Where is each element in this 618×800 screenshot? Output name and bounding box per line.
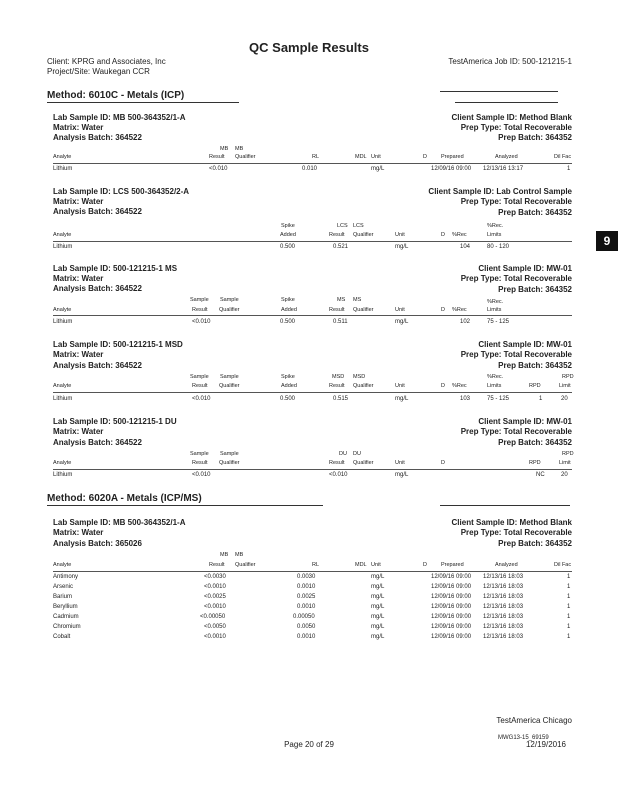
lcs-result: 0.521 xyxy=(333,244,349,250)
spike-added: 0.500 xyxy=(280,396,296,402)
footer-lab-name: TestAmerica Chicago xyxy=(496,716,572,725)
table-rule xyxy=(53,392,572,393)
result: <0.0030 xyxy=(204,574,226,580)
method-title-6010c: Method: 6010C - Metals (ICP) xyxy=(47,90,185,101)
result: <0.0050 xyxy=(204,624,226,630)
job-id: TestAmerica Job ID: 500-121215-1 xyxy=(448,57,572,66)
matrix: Matrix: Water xyxy=(53,123,104,132)
col-header: Qualifier xyxy=(219,383,240,389)
col-header: D xyxy=(441,232,445,238)
result: <0.0010 xyxy=(204,634,226,640)
lab-sample-id: Lab Sample ID: MB 500-364352/1-A xyxy=(53,113,186,122)
analyte: Lithium xyxy=(53,319,73,325)
col-header: RPD xyxy=(562,374,574,380)
col-header: Unit xyxy=(395,232,405,238)
col-header: Sample xyxy=(190,297,209,303)
col-header: Sample xyxy=(220,451,239,457)
col-header: Limits xyxy=(487,383,502,389)
col-header: MB xyxy=(220,552,229,558)
col-header: RPD xyxy=(529,460,541,466)
matrix: Matrix: Water xyxy=(53,274,104,283)
analyte: Beryllium xyxy=(53,604,78,610)
rl: 0.0025 xyxy=(297,594,316,600)
analyte: Arsenic xyxy=(53,584,74,590)
table-rule xyxy=(53,241,572,242)
prep-batch: Prep Batch: 364352 xyxy=(498,285,572,294)
col-header: Result xyxy=(329,232,345,238)
col-header: %Rec xyxy=(452,307,467,313)
col-header: Unit xyxy=(395,383,405,389)
method-underline-right xyxy=(455,102,558,103)
rpd-limit: 20 xyxy=(561,472,568,478)
rl: 0.00050 xyxy=(293,614,315,620)
method-underline xyxy=(47,505,323,506)
col-header: Result xyxy=(329,460,345,466)
analyte: Chromium xyxy=(53,624,81,630)
rpd-limit: 20 xyxy=(561,396,568,402)
col-header: Spike xyxy=(281,223,295,229)
col-header: Qualifier xyxy=(219,307,240,313)
unit: mg/L xyxy=(371,634,385,640)
ms-result: 0.511 xyxy=(333,319,348,325)
col-header: MB xyxy=(220,146,229,152)
prepared: 12/09/16 09:00 xyxy=(431,614,472,620)
rpd: NC xyxy=(536,472,545,478)
col-header: Analyte xyxy=(53,460,72,466)
col-header: Qualifier xyxy=(219,460,240,466)
prep-batch: Prep Batch: 364352 xyxy=(498,208,572,217)
prep-type: Prep Type: Total Recoverable xyxy=(460,350,572,359)
client-sample-id: Client Sample ID: MW-01 xyxy=(478,417,572,426)
analyzed: 12/13/16 18:03 xyxy=(483,624,524,630)
analysis-batch: Analysis Batch: 364522 xyxy=(53,438,142,447)
method-underline-right xyxy=(440,505,570,506)
result: <0.0010 xyxy=(204,604,226,610)
col-header: Analyte xyxy=(53,232,72,238)
table-rule xyxy=(53,571,572,572)
table-rule xyxy=(53,163,572,164)
col-header: Spike xyxy=(281,297,295,303)
sample-block-msd xyxy=(47,340,572,410)
section-tab-marker: 9 xyxy=(596,231,618,251)
unit: mg/L xyxy=(371,574,385,580)
col-header: Limits xyxy=(487,232,502,238)
dil-fac: 1 xyxy=(567,624,571,630)
col-header: Limits xyxy=(487,307,502,313)
analyte: Barium xyxy=(53,594,73,600)
limits: 75 - 125 xyxy=(487,396,510,402)
col-header: Dil Fac xyxy=(554,154,572,160)
unit: mg/L xyxy=(371,594,385,600)
col-header: RL xyxy=(312,562,320,568)
col-header: Unit xyxy=(371,562,381,568)
col-header: Result xyxy=(192,383,208,389)
prep-type: Prep Type: Total Recoverable xyxy=(460,427,572,436)
analyzed: 12/13/16 18:03 xyxy=(483,584,524,590)
analyte: Antimony xyxy=(53,574,79,580)
dil-fac: 1 xyxy=(567,594,571,600)
col-header: Result xyxy=(192,460,208,466)
prepared: 12/09/16 09:00 xyxy=(431,574,472,580)
unit: mg/L xyxy=(395,244,409,250)
col-header: RPD xyxy=(529,383,541,389)
page-title: QC Sample Results xyxy=(249,40,369,55)
unit: mg/L xyxy=(395,472,409,478)
col-header: RL xyxy=(312,154,320,160)
result: <0.010 xyxy=(209,166,228,172)
lab-sample-id: Lab Sample ID: MB 500-364352/1-A xyxy=(53,518,186,527)
col-header: Unit xyxy=(395,460,405,466)
lab-sample-id: Lab Sample ID: 500-121215-1 MSD xyxy=(53,340,183,349)
col-header: Unit xyxy=(371,154,381,160)
limits: 75 - 125 xyxy=(487,319,510,325)
col-header: %Rec. xyxy=(487,374,504,380)
rl: 0.0010 xyxy=(297,634,316,640)
lab-sample-id: Lab Sample ID: 500-121215-1 DU xyxy=(53,417,177,426)
spike-added: 0.500 xyxy=(280,319,296,325)
unit: mg/L xyxy=(371,614,385,620)
col-header: Qualifier xyxy=(353,232,374,238)
analyzed: 12/13/16 18:03 xyxy=(483,594,524,600)
col-header: Result xyxy=(329,307,345,313)
project-site: Project/Site: Waukegan CCR xyxy=(47,67,150,76)
prep-type: Prep Type: Total Recoverable xyxy=(460,528,572,537)
col-header: MB xyxy=(235,552,244,558)
unit: mg/L xyxy=(371,604,385,610)
prep-type: Prep Type: Total Recoverable xyxy=(460,274,572,283)
prepared: 12/09/16 09:00 xyxy=(431,624,472,630)
footer-date: 12/19/2016 xyxy=(525,740,566,749)
col-header: Result xyxy=(209,562,225,568)
analysis-batch: Analysis Batch: 364522 xyxy=(53,284,142,293)
method-underline xyxy=(47,102,239,103)
col-header: Analyte xyxy=(53,154,72,160)
analysis-batch: Analysis Batch: 364522 xyxy=(53,361,142,370)
pct-rec: 102 xyxy=(460,319,471,325)
prepared: 12/09/16 09:00 xyxy=(431,166,472,172)
prep-batch: Prep Batch: 364352 xyxy=(498,361,572,370)
col-header: Qualifier xyxy=(353,307,374,313)
col-header: %Rec xyxy=(452,232,467,238)
unit: mg/L xyxy=(395,396,409,402)
du-result: <0.010 xyxy=(329,472,348,478)
rl: 0.0030 xyxy=(297,574,316,580)
table-rule xyxy=(53,469,572,470)
col-header: Analyzed xyxy=(495,154,518,160)
unit: mg/L xyxy=(371,166,385,172)
col-header: Analyte xyxy=(53,383,72,389)
col-header: Qualifier xyxy=(235,562,256,568)
analysis-batch: Analysis Batch: 364522 xyxy=(53,133,142,142)
sample-block-mb-6020a xyxy=(47,518,572,653)
prep-type: Prep Type: Total Recoverable xyxy=(460,123,572,132)
analyzed: 12/13/16 18:03 xyxy=(483,614,524,620)
col-header: D xyxy=(441,307,445,313)
sample-block-ms xyxy=(47,264,572,334)
analyzed: 12/13/16 18:03 xyxy=(483,634,524,640)
dil-fac: 1 xyxy=(567,584,571,590)
matrix: Matrix: Water xyxy=(53,197,104,206)
col-header: %Rec. xyxy=(487,299,504,305)
col-header: MB xyxy=(235,146,244,152)
dil-fac: 1 xyxy=(567,634,571,640)
client-sample-id: Client Sample ID: MW-01 xyxy=(478,340,572,349)
prepared: 12/09/16 09:00 xyxy=(431,604,472,610)
col-header: D xyxy=(441,383,445,389)
header-rule xyxy=(440,91,558,92)
pct-rec: 104 xyxy=(460,244,471,250)
col-header: Analyzed xyxy=(495,562,518,568)
prepared: 12/09/16 09:00 xyxy=(431,584,472,590)
analyzed: 12/13/16 13:17 xyxy=(483,166,524,172)
col-header: Analyte xyxy=(53,307,72,313)
sample-result: <0.010 xyxy=(192,396,211,402)
prepared: 12/09/16 09:00 xyxy=(431,634,472,640)
rl: 0.0010 xyxy=(297,604,316,610)
rl: 0.010 xyxy=(302,166,318,172)
col-header: MSD xyxy=(353,374,366,380)
col-header: Result xyxy=(192,307,208,313)
col-header: Sample xyxy=(190,451,209,457)
unit: mg/L xyxy=(371,584,385,590)
col-header: LCS xyxy=(353,223,364,229)
matrix: Matrix: Water xyxy=(53,528,104,537)
analyte: Cadmium xyxy=(53,614,79,620)
table-rule xyxy=(53,315,572,316)
prep-batch: Prep Batch: 364352 xyxy=(498,133,572,142)
col-header: Sample xyxy=(220,374,239,380)
unit: mg/L xyxy=(371,624,385,630)
prep-type: Prep Type: Total Recoverable xyxy=(460,197,572,206)
rl: 0.0010 xyxy=(297,584,316,590)
client-info xyxy=(47,57,166,77)
analyte: Lithium xyxy=(53,396,73,402)
spike-added: 0.500 xyxy=(280,244,296,250)
lab-sample-id: Lab Sample ID: LCS 500-364352/2-A xyxy=(53,187,190,196)
col-header: %Rec xyxy=(452,383,467,389)
col-header: Prepared xyxy=(441,562,464,568)
limits: 80 - 120 xyxy=(487,244,510,250)
col-header: LCS xyxy=(337,223,348,229)
client-sample-id: Client Sample ID: Method Blank xyxy=(451,518,572,527)
client-sample-id: Client Sample ID: MW-01 xyxy=(478,264,572,273)
col-header: Result xyxy=(209,154,225,160)
page-number: Page 20 of 29 xyxy=(284,740,334,749)
col-header: Added xyxy=(280,232,296,238)
analyte: Cobalt xyxy=(53,634,71,640)
matrix: Matrix: Water xyxy=(53,427,104,436)
col-header: Result xyxy=(329,383,345,389)
col-header: Added xyxy=(281,383,297,389)
col-header: Unit xyxy=(395,307,405,313)
pct-rec: 103 xyxy=(460,396,471,402)
col-header: Dil Fac xyxy=(554,562,572,568)
col-header: Sample xyxy=(220,297,239,303)
client-name: Client: KPRG and Associates, Inc xyxy=(47,57,166,66)
col-header: Qualifier xyxy=(353,460,374,466)
analyte: Lithium xyxy=(53,472,73,478)
lab-sample-id: Lab Sample ID: 500-121215-1 MS xyxy=(53,264,178,273)
col-header: DU xyxy=(339,451,347,457)
msd-result: 0.515 xyxy=(333,396,349,402)
col-header: DU xyxy=(353,451,361,457)
rpd: 1 xyxy=(539,396,543,402)
col-header: Added xyxy=(281,307,297,313)
col-header: MSD xyxy=(332,374,345,380)
analysis-batch: Analysis Batch: 364522 xyxy=(53,207,142,216)
analyte: Lithium xyxy=(53,244,73,250)
col-header: D xyxy=(423,154,427,160)
col-header: %Rec. xyxy=(487,223,504,229)
col-header: D xyxy=(441,460,445,466)
result: <0.0010 xyxy=(204,584,226,590)
col-header: Limit xyxy=(559,383,571,389)
client-sample-id: Client Sample ID: Method Blank xyxy=(451,113,572,122)
col-header: Limit xyxy=(559,460,571,466)
col-header: Qualifier xyxy=(235,154,256,160)
dil-fac: 1 xyxy=(567,604,571,610)
analyzed: 12/13/16 18:03 xyxy=(483,604,524,610)
col-header: MS xyxy=(353,297,362,303)
col-header: Spike xyxy=(281,374,295,380)
col-header: Analyte xyxy=(53,562,72,568)
col-header: MS xyxy=(337,297,346,303)
col-header: Sample xyxy=(190,374,209,380)
result: <0.00050 xyxy=(200,614,226,620)
prep-batch: Prep Batch: 364352 xyxy=(498,539,572,548)
col-header: MDL xyxy=(355,562,367,568)
col-header: Prepared xyxy=(441,154,464,160)
sample-block-lcs xyxy=(47,187,572,257)
col-header: MDL xyxy=(355,154,367,160)
dil-fac: 1 xyxy=(567,614,571,620)
analyte: Lithium xyxy=(53,166,73,172)
sample-result: <0.010 xyxy=(192,319,211,325)
sample-block-du xyxy=(47,417,572,487)
sample-block-mb-6010c xyxy=(47,113,572,183)
col-header: RPD xyxy=(562,451,574,457)
result: <0.0025 xyxy=(204,594,226,600)
analysis-batch: Analysis Batch: 365026 xyxy=(53,539,142,548)
prepared: 12/09/16 09:00 xyxy=(431,594,472,600)
dil-fac: 1 xyxy=(567,166,571,172)
unit: mg/L xyxy=(395,319,409,325)
method-title-6020a: Method: 6020A - Metals (ICP/MS) xyxy=(47,493,202,504)
analyzed: 12/13/16 18:03 xyxy=(483,574,524,580)
prep-batch: Prep Batch: 364352 xyxy=(498,438,572,447)
client-sample-id: Client Sample ID: Lab Control Sample xyxy=(428,187,572,196)
footer-doc-id: MWG13-15_69159 xyxy=(498,735,549,741)
sample-result: <0.010 xyxy=(192,472,211,478)
rl: 0.0050 xyxy=(297,624,316,630)
col-header: D xyxy=(423,562,427,568)
dil-fac: 1 xyxy=(567,574,571,580)
col-header: Qualifier xyxy=(353,383,374,389)
matrix: Matrix: Water xyxy=(53,350,104,359)
